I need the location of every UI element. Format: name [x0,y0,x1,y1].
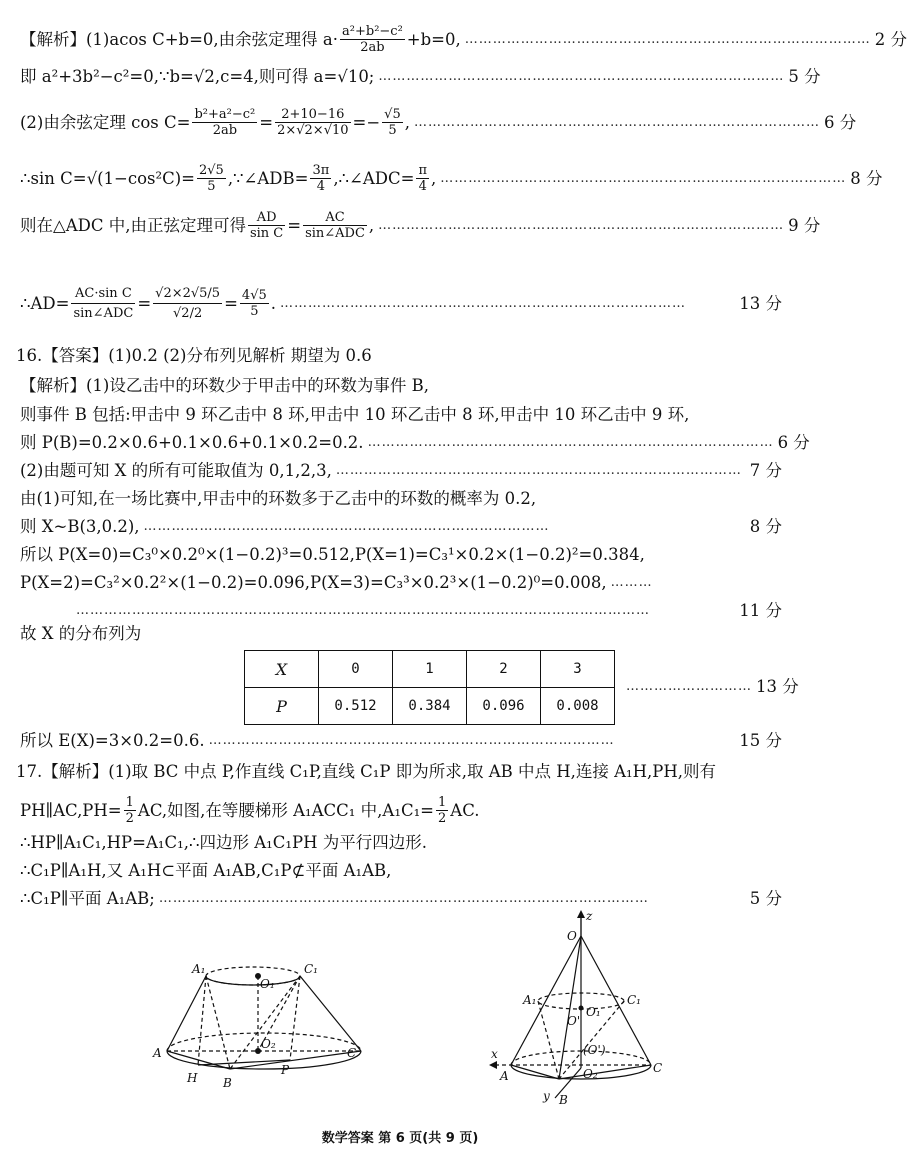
score-label: 6 分 [777,433,810,452]
table-cell: 0.384 [393,688,467,725]
score-label: 2 分 [874,29,907,49]
solution-15-line6: ∴AD= $\frac{\text{AC·sin C}}{\text{sin∠ADC}}$ = $\frac{√2\times 2√5/5}{√2/2}$ = $\frac{4√5}{5}$ . …………………………………………………………………………… 13 分 [20,286,782,321]
leader-dots: …………………………………………………………………………… [378,69,785,84]
solution-16-line: 则 P(B)=0.2×0.6+0.1×0.6+0.1×0.2=0.2. …………………………………………………………………………… 6 分 [20,433,810,452]
page-footer: 数学答案 第 6 页(共 9 页) [321,1131,479,1146]
solution-15-line2: 即 a²+3b²−c²=0,∵b=√2,c=4,则可得 a=√10; …………………………………………………………………………… 5 分 [20,67,821,86]
solution-16-line: 【解析】(1)设乙击中的环数少于甲击中的环数为事件 B, [20,376,429,395]
score-label: 11 分 [739,601,782,620]
point-label: A₁ [523,993,537,1007]
solution-16-line: 故 X 的分布列为 [20,624,142,643]
score-label: 8 分 [850,168,883,188]
fraction: $\frac{4√5}{5}$ [241,288,267,319]
axis-label: z [586,909,593,923]
solution-16-line: 由(1)可知,在一场比赛中,甲击中的环数多于乙击中的环数的概率为 0.2, [20,489,537,508]
point-label: O₂ [583,1067,598,1081]
axis-label: y [543,1089,550,1103]
solution-15-part2-line: (2)由余弦定理 cos C= $\frac{\text{b²+a²−c²}}{2ab}$ = $\frac{2+10-16}{2\times√2\times√10}$ =− $\frac{√5}{5}$ , …………………………………………………………………………… 6 分 [20,107,857,138]
leader-dots: …………………………………………………………………………… [208,733,615,748]
answer-16-header: 16.【答案】(1)0.2 (2)分布列见解析 期望为 0.6 [16,346,372,365]
point-label: O [567,929,577,943]
score-label: 15 分 [739,731,782,750]
solution-16-line: 所以 E(X)=3×0.2=0.6. …………………………………………………………………………… 15 分 [20,731,782,750]
point-label: O₁ [586,1005,601,1019]
point-label: C₁ [627,993,641,1007]
solution-16-line: 则 X~B(3,0.2), …………………………………………………………………………… 8 分 [20,517,782,536]
leader-dots: …………………………………………………………………………… [464,31,871,47]
point-label: O₂ [261,1037,276,1051]
point-label: C [653,1061,663,1075]
leader-dots: …………………………………………………………………………… [440,170,847,186]
cosine-fraction: $\frac{\text{a²+b²−c²}}{2ab}$ [342,24,403,55]
table-row [245,688,615,725]
point-label: A [500,1069,509,1083]
point-label: B [559,1093,568,1107]
table-cell: P [245,688,319,725]
table-cell: 3 [541,651,615,688]
solution-16-line: (2)由题可知 X 的所有可能取值为 0,1,2,3, …………………………………………………………………………… 7 分 [20,461,782,480]
score-label: 6 分 [823,112,857,132]
solution-17-line: ∴HP∥A₁C₁,HP=A₁C₁,∴四边形 A₁C₁PH 为平行四边形. [20,833,427,852]
point-label: A [153,1046,162,1060]
fraction: $\frac{\text{b²+a²−c²}}{2ab}$ [194,107,256,138]
leader-dots: …………………………………………………………………………… [335,463,742,478]
leader-dots: …………………………………………………………………………… [378,217,785,233]
point-label: C [347,1046,357,1060]
fraction: $\frac{AD}{\text{sin C}}$ [249,210,284,241]
fraction: $\frac{AC}{\text{sin∠ADC}}$ [305,210,365,241]
table-cell: 0 [319,651,393,688]
solution-15-line4: ∴sin C=√(1−cos²C)= $\frac{2√5}{5}$ ,∵∠ADB= $\frac{3\pi}{4}$ ,∴∠ADC= $\frac{\pi}{4}$ , …………………………………………………………………………… 8 分 [20,163,883,194]
table-cell: 0.096 [467,688,541,725]
table-cell: 0.512 [319,688,393,725]
solution-16-line: 则事件 B 包括:甲击中 9 环乙击中 8 环,甲击中 10 环乙击中 8 环,甲击中 10 环乙击中 9 环, [20,405,690,424]
table-cell: 0.008 [541,688,615,725]
leader-dots: …………………………………………………………………………… [413,114,820,130]
table-score-line [622,676,799,698]
leader-dots: …………………………………………………………………………………………… [158,891,649,906]
leader-dots: …………………………………………………………………………… [143,519,550,534]
score-label: 9 分 [788,215,821,235]
point-label: O₁ [260,977,275,991]
leader-dots: ……………………… [626,679,752,694]
score-label: 13 分 [756,677,799,696]
frustum-figure [150,955,380,1095]
solution-17-header: 17.【解析】(1)取 BC 中点 P,作直线 C₁P,直线 C₁P 即为所求,取 AB 中点 H,连接 A₁H,PH,则有 [16,762,717,781]
distribution-table [244,650,615,725]
table-cell: 1 [393,651,467,688]
score-label: 8 分 [749,517,782,536]
solution-17-line: ∴C₁P∥A₁H,又 A₁H⊂平面 A₁AB,C₁P⊄平面 A₁AB, [20,861,392,880]
table-cell: 2 [467,651,541,688]
fraction: $\frac{2√5}{5}$ [198,163,224,194]
fraction: $\frac{1}{2}$ [125,795,134,826]
leader-dots: …………………………………………………………………………………………………………… [76,603,650,618]
leader-dots: …………………………………………………………………………… [367,435,774,450]
score-label: 13 分 [739,293,782,313]
solution-15-part1-line: 【解析】(1)acos C+b=0,由余弦定理得 a· $\frac{\text{a²+b²−c²}}{2ab}$ +b=0, …………………………………………………………………………… 2 分 [20,24,907,55]
fraction: $\frac{√5}{5}$ [384,107,401,138]
fraction: $\frac{3\pi}{4}$ [312,163,330,194]
leader-dots: …………………………………………………………………………… [280,295,686,311]
solution-16-line: P(X=2)=C₃²×0.2²×(1−0.2)=0.096,P(X=3)=C₃³×0.2³×(1−0.2)⁰=0.008, ……… [20,572,782,594]
point-label: B [223,1076,232,1090]
fraction: $\frac{\pi}{4}$ [418,163,428,194]
solution-17-line: ∴C₁P∥平面 A₁AB; …………………………………………………………………………………………… 5 分 [20,889,782,908]
fraction: $\frac{√2\times 2√5/5}{√2/2}$ [155,286,221,321]
axis-label: x [491,1047,498,1061]
point-label: (O') [583,1043,606,1057]
table-cell: X [245,651,319,688]
fraction: $\frac{\text{AC·sin C}}{\text{sin∠ADC}}$ [73,286,134,321]
fraction: $\frac{1}{2}$ [438,795,447,826]
point-label: O' [567,1014,581,1028]
solution-16-line: 所以 P(X=0)=C₃⁰×0.2⁰×(1−0.2)³=0.512,P(X=1)=C₃¹×0.2×(1−0.2)²=0.384, [20,545,645,564]
solution-16-line [20,600,782,622]
score-label: 7 分 [749,461,782,480]
leader-dots: ……… [610,575,653,590]
solution-17-line: PH∥AC,PH= $\frac{1}{2}$ AC,如图,在等腰梯形 A₁ACC₁ 中,A₁C₁= $\frac{1}{2}$ AC. [20,795,480,826]
point-label: A₁ [192,962,206,976]
solution-15-line5: 则在△ADC 中,由正弦定理可得 $\frac{AD}{\text{sin C}}$ = $\frac{AC}{\text{sin∠ADC}}$ , …………………………………………………………………………… 9 分 [20,210,821,241]
fraction: $\frac{2+10-16}{2\times√2\times√10}$ [277,107,349,138]
point-label: C₁ [304,962,318,976]
table-row [245,651,615,688]
cone-axes-figure [485,908,690,1108]
point-label: P [281,1063,290,1077]
score-label: 5 分 [749,889,782,908]
line-text: 【解析】(1)acos C+b=0,由余弦定理得 a· [20,29,339,49]
score-label: 5 分 [788,67,821,86]
point-label: H [187,1071,198,1085]
